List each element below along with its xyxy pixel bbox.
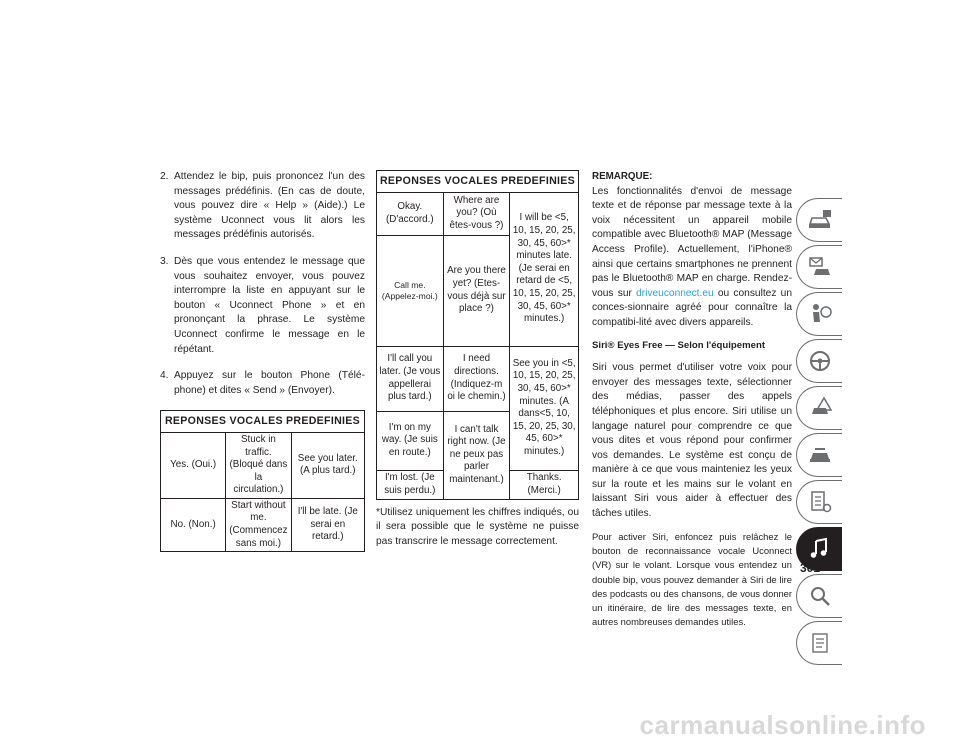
column-right <box>592 170 792 638</box>
watermark: carmanualsonline.info <box>0 708 960 742</box>
step-4 <box>160 369 365 398</box>
section-heading: Siri® Eyes Free — Selon l'équipement <box>592 339 766 351</box>
table-header-row <box>161 411 365 433</box>
step-3 <box>160 255 365 357</box>
table-cell: I'll be late. (Je serai en retard.) <box>291 498 364 551</box>
table-header: REPONSES VOCALES PREDEFINIES <box>161 411 365 433</box>
tab-car-mail[interactable] <box>796 245 842 289</box>
tab-languages[interactable] <box>796 621 842 665</box>
footnote: *Utilisez uniquement les chiffres indiqués, ou il sera possible que le système ne puisse pas transcrire le message correctement. <box>376 506 579 547</box>
remark-text-part: Les fonctionnalités d'envoi de message texte et de réponse par message texte à la voix nécessitent un appareil mobile compatible avec Bluetooth® MAP (Message Access Profile). Actuellement, l'iPhone® ainsi que certains smartphones ne prennent pas le Bluetooth® MAP en charge. Rendez-vous sur <box>592 185 792 299</box>
table-cell: I'll call you later. (Je vous appellerai plus tard.) <box>377 346 444 411</box>
table-row <box>377 346 579 411</box>
tab-specifications[interactable] <box>796 480 842 524</box>
language-index-icon <box>806 629 834 657</box>
table-header-row <box>377 171 579 193</box>
remark-text <box>592 185 792 331</box>
table-row <box>161 432 365 498</box>
car-mail-icon <box>806 253 834 281</box>
tab-car-info[interactable] <box>796 198 842 242</box>
tab-servicing[interactable] <box>796 433 842 477</box>
table-cell: I can't talk right now. (Je ne peux pas parler maintenant.) <box>443 411 510 499</box>
table-cell: Where are you? (Où êtes-vous ?) <box>443 192 510 235</box>
tab-safety[interactable] <box>796 292 842 336</box>
magnifier-search-icon <box>806 582 834 610</box>
table-cell: Start without me. (Commencez sans moi.) <box>226 498 291 551</box>
step-2 <box>160 170 365 243</box>
step-text: Attendez le bip, puis prononcez l'un des messages prédéfinis. (En cas de doute, vous pouvez dire « Help » (Aide).) Le système Uconnect vous lit alors les messages prédéfinis autorisés. <box>174 171 365 241</box>
driveuconnect-link[interactable]: driveuconnect.eu <box>636 287 714 299</box>
paragraph: Siri vous permet d'utiliser votre voix pour envoyer des messages texte, sélectionner des médias, passer des appels téléphoniques et plus encore. Siri utilise un langage naturel pour comprendre ce que vous dites et vous répond pour confirmer vos demandes. Le système est conçu de manière à ce que vous mainteniez les yeux sur la route et les mains sur le volant en laissant Siri vous aider à effectuer des tâches utiles. <box>592 362 792 520</box>
tab-driving[interactable] <box>796 339 842 383</box>
table-cell: Call me. (Appelez-moi.) <box>377 235 444 346</box>
step-number: 4. <box>160 370 169 382</box>
table-cell: Are you there yet? (Etes-vous déjà sur place ?) <box>443 235 510 346</box>
multimedia-note-icon <box>806 535 834 563</box>
car-info-icon <box>806 206 834 234</box>
tab-index[interactable] <box>796 574 842 618</box>
voice-responses-table-continued <box>376 170 579 500</box>
remark-text-part: ou consultez un conces-sionnaire agréé pour connaître la compatibi-lité avec divers appareils. <box>592 287 792 328</box>
table-cell: See you later. (A plus tard.) <box>291 432 364 498</box>
column-middle <box>376 170 579 549</box>
seatbelt-airbag-icon <box>806 300 834 328</box>
warning-triangle-icon <box>806 394 834 422</box>
table-row <box>377 192 579 235</box>
table-cell: Okay. (D'accord.) <box>377 192 444 235</box>
tab-emergency[interactable] <box>796 386 842 430</box>
table-cell: I need directions. (Indiquez-m oi le chemin.) <box>443 346 510 411</box>
table-cell: I'm on my way. (Je suis en route.) <box>377 411 444 470</box>
step-text: Appuyez sur le bouton Phone (Télé-phone) et dites « Send » (Envoyer). <box>174 370 365 396</box>
table-row <box>161 498 365 551</box>
table-header: REPONSES VOCALES PREDEFINIES <box>377 171 579 193</box>
step-number: 2. <box>160 171 169 182</box>
chapter-tabs <box>796 198 842 668</box>
step-number: 3. <box>160 255 169 267</box>
table-cell: No. (Non.) <box>161 498 226 551</box>
steering-wheel-icon <box>806 347 834 375</box>
table-cell: Thanks. (Merci.) <box>510 470 579 499</box>
specifications-icon <box>806 488 834 516</box>
column-left <box>160 170 365 552</box>
page-number: 301 <box>800 561 821 575</box>
car-service-icon <box>806 441 834 469</box>
remark-title: REMARQUE: <box>592 171 653 182</box>
table-cell: See you in <5, 10, 15, 20, 25, 30, 45, 60>* minutes. (A dans<5, 10, 15, 20, 25, 30, 45, 60>* minutes.) <box>510 346 579 470</box>
step-text: Dès que vous entendez le message que vous souhaitez envoyer, vous pouvez interrompre la liste en appuyant sur le bouton « Uconnect Phone » et en prononçant la phrase. Le système Uconnect confirme le message en le répétant. <box>174 255 365 355</box>
paragraph: Pour activer Siri, enfoncez puis relâchez le bouton de reconnaissance vocale Uconnect (VR) sur le volant. Lorsque vous entendez un double bip, vous pouvez demander à Siri de lire des podcasts ou des chansons, de vous donner un itinéraire, de lire des messages texte, en autres nombreuses demandes utiles. <box>592 530 792 628</box>
voice-responses-table <box>160 410 365 552</box>
table-cell: I will be <5, 10, 15, 20, 25, 30, 45, 60>* minutes late. (Je serai en retard de <5, 10, 15, 20, 25, 30, 45, 60>* minutes.) <box>510 192 579 346</box>
table-cell: Yes. (Oui.) <box>161 432 226 498</box>
table-cell: Stuck in traffic. (Bloqué dans la circulation.) <box>226 432 291 498</box>
table-cell: I'm lost. (Je suis perdu.) <box>377 470 444 499</box>
